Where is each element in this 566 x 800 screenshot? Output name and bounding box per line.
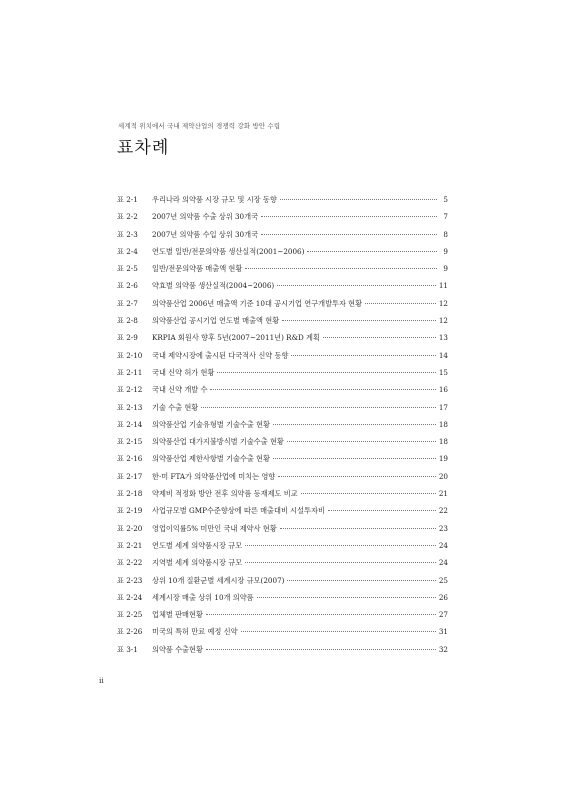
toc-entry-label: 표 3-1 [117, 644, 138, 654]
toc-entry-label: 표 2-4 [117, 246, 138, 256]
toc-entry-page: 14 [438, 350, 448, 360]
dot-leader [287, 441, 436, 442]
toc-entry-page: 12 [438, 298, 448, 308]
toc-entry-label: 표 2-8 [117, 316, 138, 326]
dot-leader [273, 458, 436, 459]
toc-entry-label: 표 2-14 [117, 419, 143, 429]
toc-entry-title: 국내 신약 허가 현황 [152, 367, 215, 377]
dot-leader [245, 268, 437, 269]
toc-entry-label: 표 2-3 [117, 229, 138, 239]
dot-leader [278, 476, 436, 477]
dot-leader [261, 234, 437, 235]
toc-entry-title: 영업이익률5% 미만인 국내 제약사 현황 [152, 523, 277, 533]
toc-entry-label: 표 2-26 [117, 627, 143, 637]
dot-leader [280, 199, 437, 200]
toc-entry-page: 5 [443, 195, 448, 204]
toc-entry-title: 지역별 세계 의약품시장 규모 [152, 558, 243, 568]
toc-entry[interactable] [117, 260, 448, 277]
toc-entry[interactable] [117, 520, 448, 537]
toc-entry[interactable] [117, 399, 448, 416]
toc-entry[interactable] [117, 641, 448, 658]
toc-entry-page: 26 [438, 592, 448, 602]
toc-entry-title: 약효별 의약품 생산실적(2004~2006) [152, 281, 275, 291]
dot-leader [210, 389, 435, 390]
toc-entry[interactable] [117, 606, 448, 623]
dot-leader [257, 597, 436, 598]
toc-entry-page: 18 [438, 419, 448, 429]
page-number: ii [99, 676, 104, 685]
toc-entry[interactable] [117, 243, 448, 260]
toc-entry-title: 의약품산업 제한사항별 기술수출 현황 [152, 454, 270, 464]
toc-entry-title: 업체별 판매현황 [152, 610, 203, 620]
toc-entry-page: 11 [438, 281, 448, 291]
toc-entry[interactable] [117, 364, 448, 381]
toc-entry-title: 의약품산업 공시기업 연도별 매출액 현황 [152, 316, 280, 326]
toc-entry-title: 의약품산업 기술유형별 기술수출 현황 [152, 419, 270, 429]
toc-entry-title: 미국의 특허 만료 예정 신약 [152, 627, 238, 637]
toc-entry-title: 2007년 의약품 수출 상위 30개국 [152, 212, 259, 222]
toc-entry[interactable] [117, 502, 448, 519]
toc-entry[interactable] [117, 537, 448, 554]
dot-leader [206, 614, 436, 615]
toc-entry[interactable] [117, 468, 448, 485]
toc-entry-title: 기술 수출 현황 [152, 402, 199, 412]
toc-entry-title: 국내 제약시장에 출시된 다국적사 신약 동향 [152, 350, 289, 360]
toc-entry-title: 사업규모별 GMP수준향상에 따른 매출대비 시설투자비 [152, 506, 325, 516]
toc-entry[interactable] [117, 208, 448, 225]
toc-entry-label: 표 2-16 [117, 454, 143, 464]
toc-entry-label: 표 2-23 [117, 575, 143, 585]
toc-entry-page: 27 [438, 610, 448, 620]
toc-entry-page: 21 [438, 489, 448, 499]
toc-entry-label: 표 2-25 [117, 610, 143, 620]
running-head: 세계적 위치에서 국내 제약산업의 경쟁력 강화 방안 수립 [118, 122, 281, 130]
dot-leader [245, 562, 436, 563]
toc-entry-page: 23 [438, 523, 448, 533]
toc-entry-page: 18 [438, 437, 448, 447]
toc-entry-title: KRPIA 회원사 향후 5년(2007~2011년) R&D 계획 [152, 333, 320, 343]
toc-entry[interactable] [117, 191, 448, 208]
toc-entry-title: 한·미 FTA가 의약품산업에 미치는 영향 [152, 471, 276, 481]
toc-entry[interactable] [117, 329, 448, 346]
toc-entry-title: 약제비 적정화 방안 전후 의약품 등재제도 비교 [152, 489, 298, 499]
dot-leader [241, 631, 436, 632]
dot-leader [287, 580, 435, 581]
toc-entry[interactable] [117, 312, 448, 329]
dot-leader [282, 320, 436, 321]
toc-entry-title: 의약품산업 2006년 매출액 기준 10대 공시기업 연구개발투자 현황 [152, 298, 363, 308]
toc-entry-page: 19 [438, 454, 448, 464]
toc-entry-page: 32 [438, 644, 448, 654]
toc-entry[interactable] [117, 416, 448, 433]
toc-entry-page: 17 [438, 402, 448, 412]
toc-entry-page: 8 [443, 229, 448, 239]
toc-entry-title: 2007년 의약품 수입 상위 30개국 [152, 229, 259, 239]
toc-entry-page: 9 [443, 246, 448, 256]
toc-entry-page: 9 [443, 264, 448, 274]
toc-entry[interactable] [117, 277, 448, 294]
toc-entry-page: 24 [438, 558, 448, 568]
toc-entry-label: 표 2-1 [117, 195, 138, 204]
dot-leader [201, 407, 436, 408]
dot-leader [307, 251, 437, 252]
toc-entry-page: 16 [438, 385, 448, 395]
toc-entry[interactable] [117, 295, 448, 312]
toc-entry-page: 12 [438, 316, 448, 326]
dot-leader [301, 493, 436, 494]
toc-entry-label: 표 2-7 [117, 298, 138, 308]
toc-entry-label: 표 2-22 [117, 558, 143, 568]
toc-entry-label: 표 2-10 [117, 350, 143, 360]
toc-entry-page: 24 [438, 540, 448, 550]
toc-entry-page: 20 [438, 471, 448, 481]
toc-entry-label: 표 2-15 [117, 437, 143, 447]
dot-leader [217, 372, 435, 373]
dot-leader [328, 510, 436, 511]
toc-entry[interactable] [117, 589, 448, 606]
toc-entry-label: 표 2-12 [117, 385, 143, 395]
toc-entry[interactable] [117, 347, 448, 364]
toc-entry-label: 표 2-11 [117, 367, 143, 377]
toc-entry-label: 표 2-17 [117, 471, 143, 481]
dot-leader [273, 424, 436, 425]
toc-entry-page: 31 [438, 627, 448, 637]
toc-entry-title: 상위 10개 질환군별 세계시장 규모(2007) [152, 575, 285, 585]
toc-entry-label: 표 2-19 [117, 506, 143, 516]
toc-entry[interactable] [117, 623, 448, 640]
toc-entry-title: 의약품산업 대가지불방식별 기술수출 현황 [152, 437, 284, 447]
toc-entry-label: 표 2-5 [117, 264, 138, 274]
toc-entry-label: 표 2-21 [117, 540, 143, 550]
page-title: 표차례 [117, 138, 170, 158]
toc-entry-title: 의약품 수출현황 [152, 644, 203, 654]
dot-leader [291, 355, 435, 356]
toc-entry-title: 연도별 세계 의약품시장 규모 [152, 540, 243, 550]
toc-entry-label: 표 2-2 [117, 212, 138, 222]
toc-entry-page: 13 [438, 333, 448, 343]
toc-entry[interactable] [117, 554, 448, 571]
toc-entry[interactable] [117, 485, 448, 502]
dot-leader [323, 337, 436, 338]
toc-entry-title: 우리나라 의약품 시장 규모 및 시장 동향 [152, 195, 277, 204]
dot-leader [280, 528, 436, 529]
dot-leader [365, 303, 436, 304]
toc-entry-page: 15 [438, 367, 448, 377]
toc-entry[interactable] [117, 450, 448, 467]
toc-entry-title: 일반/전문의약품 매출액 현황 [152, 264, 243, 274]
toc-entry-title: 연도별 일반/전문의약품 생산실적(2001~2006) [152, 246, 305, 256]
dot-leader [277, 285, 436, 286]
toc-entry-title: 세계시장 매출 상위 10개 의약품 [152, 592, 254, 602]
toc-entry-label: 표 2-24 [117, 592, 143, 602]
toc-entry-page: 7 [443, 212, 448, 222]
toc-entry[interactable] [117, 572, 448, 589]
toc-entry-page: 25 [438, 575, 448, 585]
toc-entry-label: 표 2-18 [117, 489, 143, 499]
table-list [117, 191, 448, 658]
toc-entry-label: 표 2-13 [117, 402, 143, 412]
toc-entry-label: 표 2-9 [117, 333, 138, 343]
toc-entry[interactable] [117, 381, 448, 398]
dot-leader [261, 216, 437, 217]
toc-entry-label: 표 2-20 [117, 523, 143, 533]
dot-leader [206, 649, 436, 650]
toc-entry[interactable] [117, 433, 448, 450]
toc-entry-label: 표 2-6 [117, 281, 138, 291]
toc-entry-page: 22 [438, 506, 448, 516]
dot-leader [245, 545, 436, 546]
toc-entry-title: 국내 신약 개발 수 [152, 385, 208, 395]
toc-entry[interactable] [117, 226, 448, 243]
